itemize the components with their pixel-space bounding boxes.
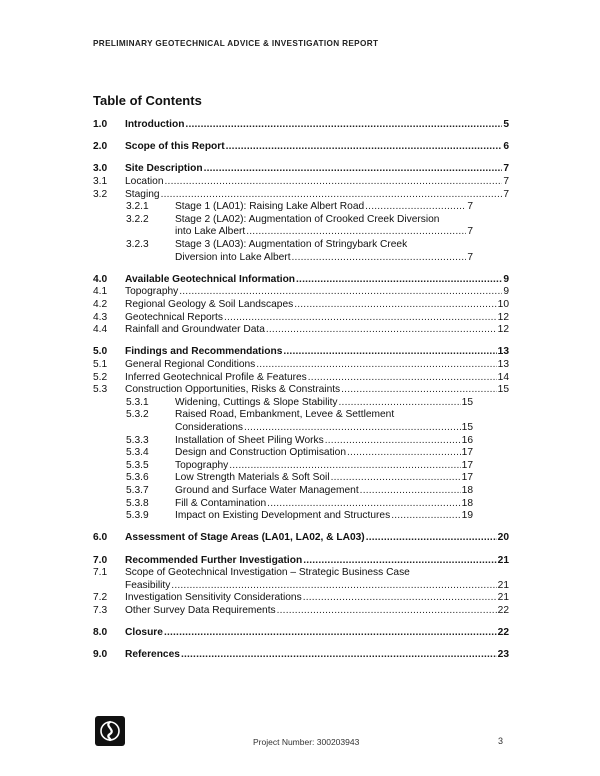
dot-leader — [267, 497, 460, 510]
dot-leader — [365, 200, 466, 213]
toc-entry-title: Topography — [175, 459, 229, 471]
toc-entry[interactable] — [93, 298, 509, 311]
toc-entry-page: 22 — [497, 605, 509, 616]
dot-leader — [277, 604, 497, 617]
toc-entry-number: 7.3 — [93, 605, 108, 616]
dot-leader — [181, 648, 497, 661]
toc-entry[interactable] — [93, 162, 509, 175]
toc-entry-page: 7 — [467, 226, 473, 238]
dot-leader — [179, 285, 502, 298]
toc-entry-number: 5.2 — [93, 371, 108, 383]
dot-leader — [256, 358, 496, 371]
toc-entry[interactable] — [93, 484, 509, 497]
dot-leader — [204, 162, 503, 175]
toc-entry-number: 5.3.6 — [126, 472, 149, 484]
toc-entry-page: 23 — [497, 649, 509, 661]
toc-entry-title: Low Strength Materials & Soft Soil — [175, 472, 330, 484]
toc-entry-page: 17 — [461, 472, 473, 484]
toc-entry[interactable] — [93, 273, 509, 286]
toc-entry[interactable] — [93, 251, 509, 264]
toc-entry-page: 21 — [497, 592, 509, 604]
dot-leader — [224, 311, 497, 324]
toc-entry-title: Diversion into Lake Albert — [175, 251, 291, 263]
toc-entry-number: 5.3.5 — [126, 459, 149, 471]
toc-entry-number: 4.1 — [93, 286, 108, 298]
toc-entry[interactable] — [93, 225, 509, 238]
dot-leader — [341, 383, 497, 396]
toc-entry-number: 4.3 — [93, 311, 108, 323]
toc-entry-number: 3.2.2 — [126, 213, 149, 225]
toc-entry-page: 16 — [461, 434, 473, 446]
toc-entry-page: 12 — [497, 311, 509, 323]
toc-entry-title: Stage 1 (LA01): Raising Lake Albert Road — [175, 201, 365, 213]
toc-entry-page: 7 — [503, 163, 509, 175]
toc-entry-number: 6.0 — [93, 532, 108, 544]
toc-entry-number: 9.0 — [93, 649, 108, 661]
toc-entry[interactable] — [93, 175, 509, 188]
toc-entry-number: 4.2 — [93, 299, 108, 310]
toc-entry[interactable] — [93, 118, 509, 131]
toc-entry-title: Impact on Existing Development and Structures — [175, 510, 391, 522]
toc-entry-title: References — [125, 649, 180, 661]
toc-entry-page: 21 — [497, 554, 509, 566]
dot-leader — [164, 626, 497, 639]
toc-entry-title: Stage 2 (LA02): Augmentation of Crooked Creek Diversion — [175, 213, 440, 225]
toc-entry[interactable] — [93, 188, 509, 201]
toc-entry[interactable] — [93, 648, 509, 661]
toc-entry[interactable] — [93, 554, 509, 567]
toc-entry[interactable] — [93, 200, 509, 213]
toc-entry-title: Site Description — [125, 163, 203, 175]
toc-entry[interactable] — [93, 626, 509, 639]
toc-entry[interactable] — [93, 604, 509, 617]
toc-entry[interactable] — [93, 421, 509, 434]
dot-leader — [303, 554, 496, 567]
toc-entry-number: 7.1 — [93, 567, 108, 579]
dot-leader — [308, 371, 497, 384]
dot-leader — [391, 509, 460, 522]
toc-entry-title: Raised Road, Embankment, Levee & Settlement — [175, 409, 395, 421]
toc-entry-number: 5.3.7 — [126, 485, 149, 496]
toc-entry-page: 22 — [497, 627, 509, 639]
toc-entry-page: 10 — [497, 299, 509, 310]
toc-entry-page: 9 — [503, 286, 509, 298]
toc-entry-page: 15 — [461, 422, 473, 433]
toc-entry-page: 18 — [461, 485, 473, 496]
toc-entry-number: 3.2.1 — [126, 201, 149, 213]
toc-entry-page: 5 — [503, 119, 509, 130]
toc-entry[interactable] — [93, 371, 509, 384]
dot-leader — [165, 175, 503, 188]
toc-entry-title: Findings and Recommendations — [125, 346, 283, 358]
toc-entry-number: 1.0 — [93, 119, 108, 130]
toc-entry-title: into Lake Albert — [175, 226, 246, 238]
dot-leader — [303, 591, 497, 604]
dot-leader — [339, 396, 461, 409]
toc-entry[interactable] — [93, 566, 509, 579]
toc-entry-number: 5.3.9 — [126, 510, 149, 522]
dot-leader — [292, 251, 467, 264]
toc-entry-page: 7 — [503, 176, 509, 187]
toc-entry-title: Geotechnical Reports — [125, 311, 223, 323]
dot-leader — [294, 298, 496, 311]
toc-entry-number: 5.1 — [93, 359, 108, 370]
dot-leader — [347, 446, 461, 459]
toc-entry[interactable] — [93, 471, 509, 484]
toc-entry-title: Regional Geology & Soil Landscapes — [125, 299, 294, 310]
toc-entry-page: 9 — [503, 273, 509, 285]
dot-leader — [366, 531, 497, 544]
toc-entry-page: 13 — [497, 359, 509, 370]
toc-entry-number: 8.0 — [93, 627, 108, 639]
toc-entry-page: 17 — [461, 447, 473, 459]
toc-entry-number: 5.0 — [93, 346, 108, 358]
toc-entry[interactable] — [93, 311, 509, 324]
toc-entry[interactable] — [93, 459, 509, 472]
toc-title: Table of Contents — [93, 93, 202, 108]
dot-leader — [229, 459, 460, 472]
toc-entry-title: Recommended Further Investigation — [125, 554, 303, 566]
toc-entry-title: Closure — [125, 627, 163, 639]
toc-entry-number: 5.3.3 — [126, 434, 149, 446]
toc-entry-title: Scope of this Report — [125, 141, 225, 153]
toc-entry-title: Staging — [125, 188, 160, 200]
toc-entry[interactable] — [93, 285, 509, 298]
toc-entry-title: Considerations — [175, 422, 243, 433]
project-number: Project Number: 300203943 — [253, 737, 360, 747]
toc-entry[interactable] — [93, 579, 509, 592]
toc-entry-number: 3.2 — [93, 188, 108, 200]
toc-entry-title: Available Geotechnical Information — [125, 273, 296, 285]
toc-entry[interactable] — [93, 446, 509, 459]
toc-entry-page: 7 — [467, 201, 473, 213]
page-number: 3 — [498, 736, 504, 746]
toc-entry[interactable] — [93, 396, 509, 409]
toc-entry-page: 7 — [467, 251, 473, 263]
toc-entry-title: Scope of Geotechnical Investigation – Strategic Business Case — [125, 567, 410, 579]
toc-entry-page: 20 — [497, 532, 509, 544]
dot-leader — [331, 471, 461, 484]
dot-leader — [266, 323, 497, 336]
dot-leader — [185, 118, 502, 131]
running-header: PRELIMINARY GEOTECHNICAL ADVICE & INVESTIGATION REPORT — [93, 39, 379, 48]
dot-leader — [161, 188, 503, 201]
toc-entry-title: Location — [125, 176, 164, 187]
dot-leader — [171, 579, 496, 592]
toc-entry-title: Inferred Geotechnical Profile & Features — [125, 371, 307, 383]
toc-entry-title: Widening, Cuttings & Slope Stability — [175, 396, 338, 408]
toc-entry-number: 7.0 — [93, 554, 108, 566]
toc-entry-title: Topography — [125, 286, 179, 298]
toc-entry-number: 4.0 — [93, 273, 108, 285]
toc-entry-number: 5.3.4 — [126, 447, 149, 459]
toc-entry[interactable] — [93, 497, 509, 510]
toc-entry-page: 6 — [503, 141, 509, 153]
toc-entry-page: 19 — [461, 510, 473, 522]
toc-entry-page: 15 — [497, 384, 509, 396]
toc-entry-number: 4.4 — [93, 324, 108, 336]
toc-entry[interactable] — [93, 323, 509, 336]
toc-entry-number: 5.3.1 — [126, 396, 149, 408]
toc-entry-page: 7 — [503, 188, 509, 200]
toc-entry-page: 12 — [497, 324, 509, 336]
toc-entry[interactable] — [93, 531, 509, 544]
toc-entry-page: 14 — [497, 371, 509, 383]
toc-entry[interactable] — [93, 383, 509, 396]
dot-leader — [244, 421, 461, 434]
toc-entry-number: 5.3.8 — [126, 497, 149, 509]
toc-entry-number: 3.0 — [93, 163, 108, 175]
toc-entry-page: 21 — [497, 579, 509, 591]
toc-entry[interactable] — [93, 140, 509, 153]
dot-leader — [246, 225, 466, 238]
toc-entry-number: 7.2 — [93, 592, 108, 604]
toc-entry-title: Stage 3 (LA03): Augmentation of Stringybark Creek — [175, 239, 408, 250]
toc-entry-number: 5.3 — [93, 384, 108, 396]
toc-entry-page: 18 — [461, 497, 473, 509]
toc-entry[interactable] — [93, 358, 509, 371]
dot-leader — [283, 345, 496, 358]
toc-entry[interactable] — [93, 238, 509, 251]
toc-entry-title: Other Survey Data Requirements — [125, 605, 276, 616]
toc-entry-page: 13 — [497, 346, 509, 358]
dot-leader — [296, 273, 502, 286]
toc-entry[interactable] — [93, 591, 509, 604]
toc-entry-title: Introduction — [125, 119, 185, 130]
toc-entry[interactable] — [93, 345, 509, 358]
toc-entry-title: Investigation Sensitivity Considerations — [125, 592, 302, 604]
toc-entry-title: Ground and Surface Water Management — [175, 485, 359, 496]
toc-entry[interactable] — [93, 509, 509, 522]
dot-leader — [325, 434, 461, 447]
toc-entry-number: 5.3.2 — [126, 409, 149, 421]
toc-entry-title: Fill & Contamination — [175, 497, 267, 509]
dot-leader — [226, 140, 503, 153]
company-logo-icon — [95, 716, 125, 746]
toc-entry[interactable] — [93, 434, 509, 447]
toc-entry-page: 15 — [461, 396, 473, 408]
toc-entry-title: Feasibility — [125, 579, 171, 591]
toc-entry-title: Rainfall and Groundwater Data — [125, 324, 265, 336]
dot-leader — [360, 484, 461, 497]
toc-entry-number: 3.1 — [93, 176, 108, 187]
toc-entry[interactable] — [93, 213, 509, 226]
toc-entry-title: Installation of Sheet Piling Works — [175, 434, 324, 446]
toc-entry-title: Design and Construction Optimisation — [175, 447, 347, 459]
toc-entry-title: Assessment of Stage Areas (LA01, LA02, & LA03) — [125, 532, 365, 544]
toc-entry-number: 3.2.3 — [126, 239, 149, 250]
toc-entry-title: General Regional Conditions — [125, 359, 256, 370]
toc-entry-title: Construction Opportunities, Risks & Constraints — [125, 384, 341, 396]
toc-entry-page: 17 — [461, 459, 473, 471]
toc-entry-number: 2.0 — [93, 141, 108, 153]
toc-entry[interactable] — [93, 408, 509, 421]
